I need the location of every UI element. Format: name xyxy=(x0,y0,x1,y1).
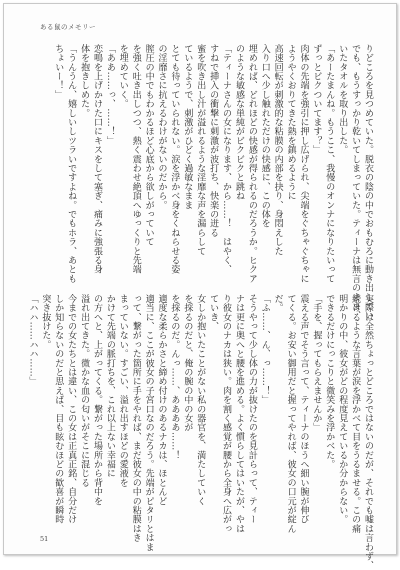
text-line: ていき、 xyxy=(208,294,219,331)
text-line: り彼女のナカは狭い。肉を割く感覚が腰から全身へ広がっ xyxy=(221,294,232,534)
text-line: 恋鳴を上げかけた口にキスをして塞ぎ、痛みに強張る身 xyxy=(91,44,102,274)
text-line: の淫靡さに抗えるわけがないのだから。 xyxy=(156,44,167,210)
text-line: ずっとビクついてます？」 xyxy=(311,44,322,155)
text-line: 実際は全然ちょっとどころではないのだが、それでも嘘は言わず、 xyxy=(363,294,373,570)
text-line: でも、もうすっかり乾いてしまっていた。ティーナは無言のまま、 xyxy=(350,44,361,320)
text-line: すねで挿入の衝撃に刺激が波打ち、快楽の迸る xyxy=(208,44,219,238)
text-line: 高速回転が刺激的な粘膜の内部を抉り、身悶えした xyxy=(272,44,283,256)
running-header: ある鼠のメモリー xyxy=(40,23,96,31)
text-line: ナは更に奥へと腰を進める。よく慣らしてはいたが、やは xyxy=(233,294,244,534)
text-line: しか知らないのだと思えば、目も眩むほどの歓喜が瞬時 xyxy=(53,294,64,524)
text-line: りどころを見つめていた。脱衣の陰の中でおもむろに動き出してい xyxy=(363,44,373,320)
text-line: 適当に、ここが彼女の子宮口なのだろう。先端がピタリとはま xyxy=(143,294,154,552)
text-line: だ。 xyxy=(272,294,283,313)
text-line: 今までの女たちとは違い、この女は正真正銘、自分だけ xyxy=(66,294,77,524)
text-line: ようやくおりてきた熱を鎮めるように xyxy=(285,44,296,201)
text-line: 溢れ出てきた。微かな血の匂いがそこに混じる xyxy=(79,294,90,488)
text-line: を埋めていく。 xyxy=(117,44,128,109)
text-line: かけて先端の脈打ちを、これ以上ない幸福に xyxy=(104,294,115,478)
text-line: のような敏感な単純がビクビクと跳ね xyxy=(233,44,244,201)
text-line: を強く吐き出しつつ、熱く震わせ絶頂へゆっくりと先端 xyxy=(130,44,141,274)
text-line: いたタオルを取り出した。 xyxy=(337,44,348,155)
text-line: そうやって少し体の力が抜けたのを見計らって、ティー xyxy=(246,294,257,524)
text-line: を採るのだ。んっ……、ああああ……！ xyxy=(169,294,180,460)
text-line: 明かりの中、彼女がどの程度見えているか分からない。 xyxy=(337,294,348,524)
text-line: 震える声でそう言って、ティーナのほうへ細い腕が伸び xyxy=(298,294,309,524)
text-line: とても待っていられない。涙を浮かべ身をくねらせる姿 xyxy=(169,44,180,274)
text-line: 「ティーナさんの女になります、から……！ はやく、 xyxy=(221,44,232,274)
text-line: てくる。お安い御用だと握ってやれば、彼女の口元が綻ん xyxy=(285,294,296,534)
text-line: 「ふ……、ん、っ……！」 xyxy=(259,294,270,405)
text-line: って、繋がった箇所に手をやれば、まだ彼女の中の粘膜はき xyxy=(130,294,141,543)
text-line: 「ああ……っ、……！」 xyxy=(104,44,115,146)
text-line: 入り口へ少し触れただけの快感に、この体を xyxy=(259,44,270,228)
text-line: 「手を、握ってもらえませんか」 xyxy=(311,294,322,432)
text-line: 埋めれば、どれほどの快感が得られるのだろうか。ヒクア xyxy=(246,44,257,284)
text-line: 肉体の先端を強引に押し広げられ、尖端をぐちゃぐちゃに xyxy=(298,44,309,284)
text-line: 「あーたまんね。もうここ、我慢のオンナになりたいって xyxy=(324,44,335,284)
text-line: の方へと、上がってくる。繋がった場所から背中を xyxy=(91,294,102,506)
text-line: ちょいー！」 xyxy=(53,44,64,100)
text-line: 蜜を吹き出し汁が溢れるような淫靡な声を漏らして xyxy=(195,44,206,256)
text-line: 「うんうん、嬉しいしツラいですよね。でもホラ、あとも xyxy=(66,44,77,284)
text-line: 体を抱きしめた。 xyxy=(79,44,90,118)
text-line: 膣圧の中でもわかるほど心底から欲しがっていて xyxy=(143,44,154,247)
text-line: 続けるような言葉が涙を浮かべて目をうるませる。この痛 xyxy=(350,294,361,534)
text-line: 突き抜けた。 xyxy=(40,294,51,350)
document-page xyxy=(3,3,397,570)
text-line: ているようで、刺激がひどく過敏なまま xyxy=(182,44,193,210)
text-line: 女しか抱いたことがない私の器官を、満たしていく xyxy=(195,294,206,506)
text-line: まっていない。すごい、溢れ出すほどの愛液を xyxy=(117,294,128,488)
page-number: 51 xyxy=(40,535,49,543)
text-line: できるだけにっこりと微笑みを浮かべた。 xyxy=(324,294,335,469)
text-line: 適度な柔らかさと締め付けのあるナカは、ほとんど xyxy=(156,294,167,506)
text-line: 「ハハ……ハハ……」 xyxy=(27,294,38,386)
text-line: を採るのだと、俺の腕の中の女が xyxy=(182,294,193,432)
